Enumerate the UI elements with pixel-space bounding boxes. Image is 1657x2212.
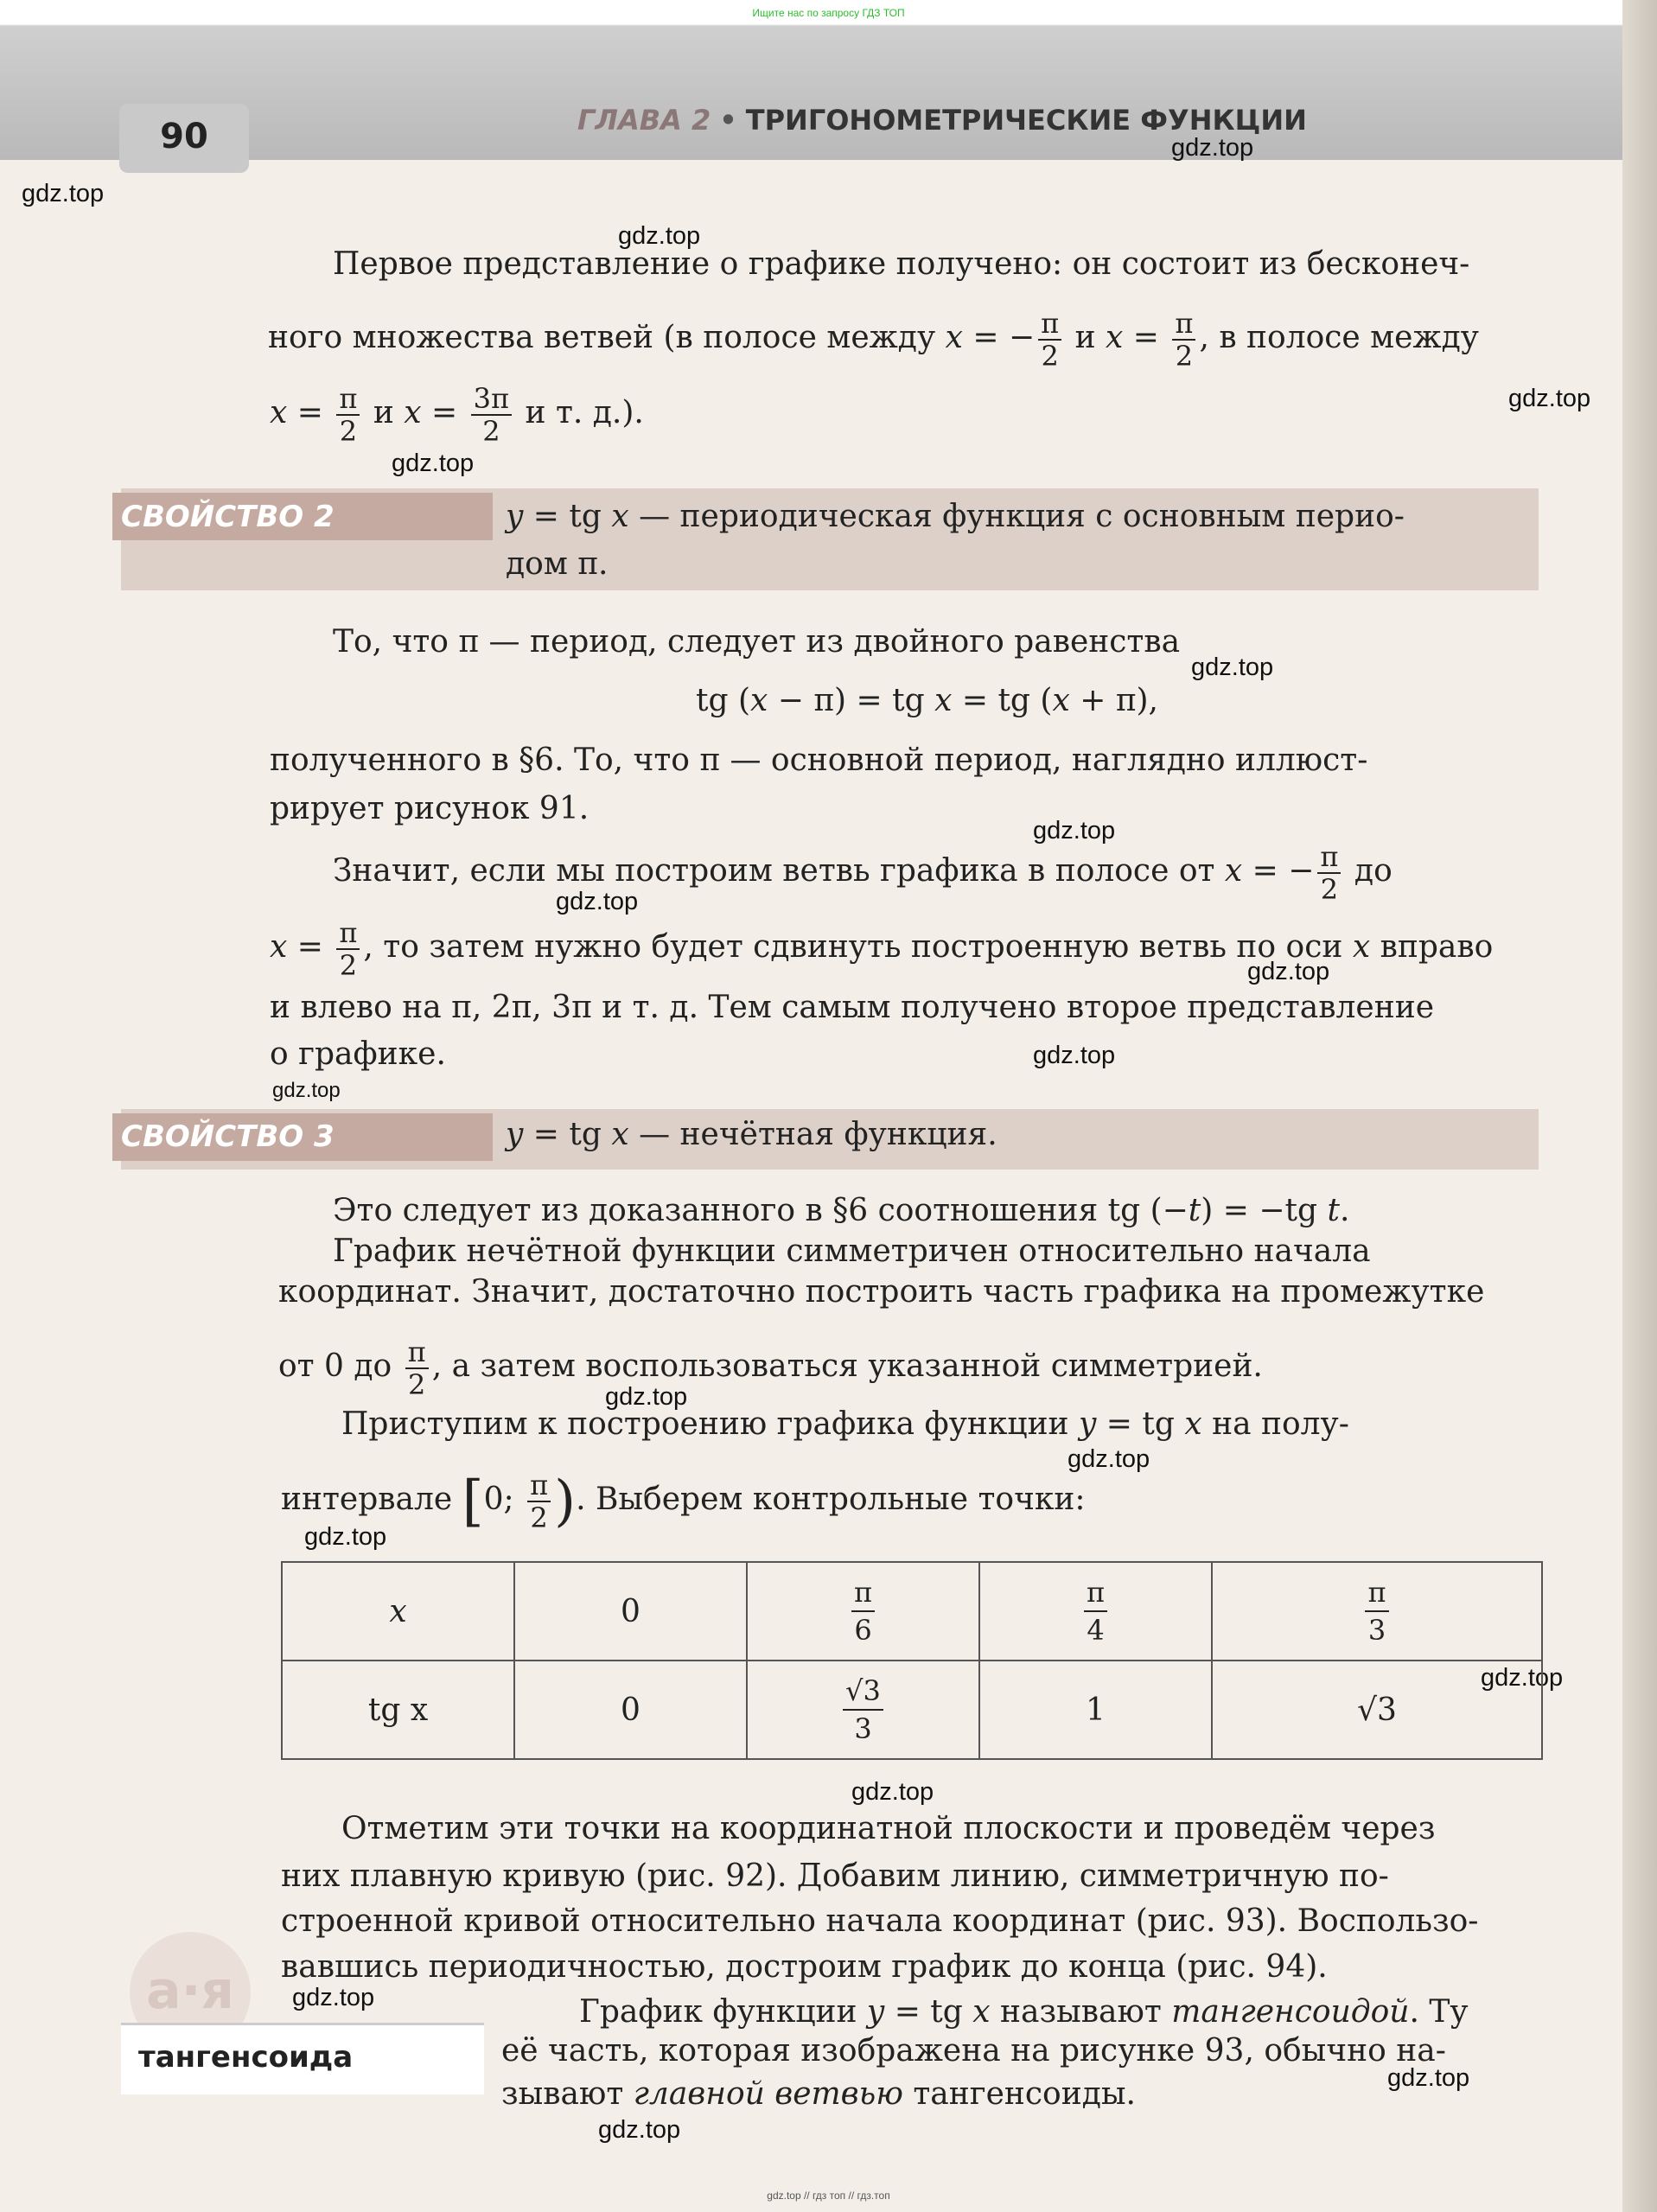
var: x — [945, 320, 963, 355]
text-line: дом π. — [506, 546, 609, 582]
text-line — [268, 307, 1479, 373]
numerator: 3π — [471, 385, 512, 416]
text-line: рирует рисунок 91. — [270, 791, 590, 826]
table-cell — [747, 1661, 979, 1759]
var: x — [1184, 1406, 1202, 1442]
var: x — [389, 1593, 407, 1629]
chapter-separator: • — [719, 104, 737, 137]
text: − π) = tg — [768, 683, 935, 718]
watermark: gdz.top — [618, 222, 701, 250]
watermark: gdz.top — [851, 1778, 934, 1806]
fraction — [851, 1576, 875, 1647]
text-line: о графике. — [270, 1036, 446, 1072]
watermark: gdz.top — [392, 449, 475, 477]
text-line — [501, 2076, 1136, 2112]
watermark: gdz.top — [1508, 385, 1591, 412]
text-line: её часть, которая изображена на рисунке 93, обычно на- — [501, 2033, 1446, 2069]
text: тангенсоиды. — [902, 2076, 1136, 2112]
table-row — [282, 1562, 1542, 1661]
property-label: СВОЙСТВО 2 — [121, 500, 335, 534]
text: = − — [1242, 853, 1315, 889]
text: и — [1065, 320, 1106, 355]
table-cell: √3 — [1212, 1661, 1542, 1759]
table-cell — [1212, 1562, 1542, 1661]
text-line: и влево на π, 2π, 3π и т. д. Тем самым получено второе представление — [270, 990, 1434, 1025]
var: t — [1327, 1193, 1340, 1228]
text: до — [1344, 853, 1393, 889]
watermark: gdz.top — [1067, 1445, 1150, 1473]
text-line — [579, 1994, 1469, 2030]
chapter-title — [577, 104, 1307, 137]
text: — нечётная функция. — [628, 1117, 997, 1152]
text-line — [270, 916, 1494, 982]
watermark: gdz.top — [1171, 134, 1254, 162]
fraction — [1317, 840, 1341, 906]
table-head-cell — [282, 1562, 514, 1661]
numerator: π — [851, 1576, 875, 1612]
text: = tg — [1096, 1406, 1185, 1442]
text: на полу- — [1201, 1406, 1349, 1442]
text: + π), — [1069, 683, 1158, 718]
fraction — [843, 1674, 883, 1745]
text: Приступим к построению графика функции — [341, 1406, 1079, 1442]
numerator: π — [1317, 843, 1341, 874]
denominator: 2 — [530, 1501, 548, 1534]
table-cell — [979, 1562, 1212, 1661]
text: = — [1123, 320, 1169, 355]
formula — [696, 685, 1158, 717]
text: Это следует из доказанного в §6 соотношения tg (− — [333, 1193, 1189, 1228]
fraction — [1038, 307, 1061, 373]
fraction — [405, 1335, 429, 1401]
text-line: строенной кривой относительно начала координат (рис. 93). Воспользо- — [281, 1903, 1479, 1939]
text: = − — [962, 320, 1036, 355]
table-cell: 0 — [514, 1562, 747, 1661]
numerator: √3 — [843, 1674, 883, 1711]
page-number: 90 — [160, 117, 208, 156]
numerator: π — [1172, 309, 1195, 341]
denominator: 2 — [1041, 340, 1059, 373]
var: x — [270, 929, 288, 965]
text: , а затем воспользоваться указанной симметрией. — [431, 1348, 1263, 1384]
text-line — [333, 1195, 1349, 1227]
text-line: То, что π — период, следует из двойного равенства — [333, 624, 1181, 660]
text: = — [287, 395, 334, 430]
text-line — [333, 840, 1393, 906]
text-line — [506, 501, 1405, 532]
watermark: gdz.top — [1033, 817, 1116, 845]
text: интервале — [281, 1482, 462, 1517]
table-cell: 0 — [514, 1661, 747, 1759]
table-cell — [747, 1562, 979, 1661]
denominator: 2 — [408, 1368, 426, 1401]
property-label: СВОЙСТВО 3 — [121, 1119, 335, 1154]
denominator: 3 — [1367, 1614, 1386, 1647]
chapter-label: ГЛАВА — [577, 104, 682, 137]
bracket: [ — [462, 1469, 484, 1533]
denominator: 2 — [339, 949, 358, 982]
numerator: π — [405, 1338, 429, 1369]
var: y — [506, 499, 524, 534]
watermark: gdz.top — [605, 1383, 688, 1411]
page-edge — [1622, 0, 1657, 2212]
text: и т. д.). — [515, 395, 644, 430]
text-line — [341, 1406, 1349, 1442]
text: Значит, если мы построим ветвь графика в полосе от — [333, 853, 1215, 889]
numerator: π — [336, 919, 360, 950]
text: ного множества ветвей (в полосе между — [268, 320, 936, 355]
text: = tg — [884, 1994, 973, 2030]
text: 0; — [483, 1482, 525, 1517]
text: ) = −tg — [1201, 1193, 1328, 1228]
text: = — [421, 395, 468, 430]
text: , то затем нужно будет сдвинуть построенную ветвь по оси — [363, 929, 1353, 965]
fraction — [336, 382, 360, 448]
watermark: gdz.top — [556, 888, 639, 915]
var: x — [270, 395, 288, 430]
watermark: gdz.top — [1387, 2064, 1470, 2092]
numerator: π — [1084, 1576, 1107, 1612]
text-line: них плавную кривую (рис. 92). Добавим линию, симметричную по- — [281, 1858, 1389, 1894]
emphasis: тангенсоидой — [1171, 1994, 1410, 2030]
watermark: gdz.top — [1481, 1664, 1564, 1692]
text: от 0 до — [278, 1348, 402, 1384]
fraction — [471, 382, 512, 448]
var: x — [1224, 853, 1243, 889]
table-row — [282, 1661, 1542, 1759]
denominator: 6 — [854, 1614, 872, 1647]
var: x — [1106, 320, 1124, 355]
var: x — [750, 683, 768, 718]
fraction — [1084, 1576, 1107, 1647]
var: y — [866, 1994, 885, 2030]
text-line — [506, 1119, 997, 1151]
text: и — [363, 395, 405, 430]
var: x — [611, 499, 629, 534]
chapter-name: ТРИГОНОМЕТРИЧЕСКИЕ ФУНКЦИИ — [745, 104, 1307, 137]
var: x — [1052, 683, 1070, 718]
table-head-cell: tg x — [282, 1661, 514, 1759]
fraction — [1172, 307, 1195, 373]
watermark: gdz.top — [1191, 653, 1274, 681]
text: — периодическая функция с основным перио- — [628, 499, 1405, 534]
var: y — [1079, 1406, 1097, 1442]
fraction — [1365, 1576, 1388, 1647]
fraction — [527, 1471, 551, 1532]
watermark: gdz.top — [1033, 1042, 1116, 1069]
denominator: 2 — [1175, 340, 1194, 373]
text-line: полученного в §6. То, что π — основной период, наглядно иллюст- — [270, 743, 1368, 778]
text: . — [1339, 1193, 1350, 1228]
denominator: 2 — [482, 415, 500, 448]
text: называют — [990, 1994, 1172, 2030]
text-line: координат. Значит, достаточно построить часть графика на промежутке — [278, 1274, 1485, 1310]
text-line — [278, 1335, 1263, 1401]
watermark: gdz.top — [1247, 958, 1330, 985]
denominator: 3 — [854, 1712, 872, 1745]
text-line: График нечётной функции симметричен относительно начала — [333, 1233, 1371, 1269]
bracket: ) — [554, 1469, 577, 1533]
text: . Ту — [1409, 1994, 1469, 2030]
watermark: gdz.top — [598, 2116, 681, 2144]
text: График функции — [579, 1994, 867, 2030]
denominator: 2 — [1320, 873, 1339, 906]
text: = — [287, 929, 334, 965]
text: , в полосе между — [1199, 320, 1479, 355]
watermark: gdz.top — [304, 1523, 387, 1551]
publisher-logo-text: а·я — [146, 1960, 234, 2021]
var: x — [934, 683, 953, 718]
term-label: тангенсоида — [138, 2040, 354, 2075]
top-note: Ищите нас по запросу ГДЗ ТОП — [752, 7, 905, 19]
numerator: π — [527, 1471, 551, 1502]
text: = tg — [523, 499, 612, 534]
var: x — [404, 395, 422, 430]
text: . Выберем контрольные точки: — [576, 1482, 1086, 1517]
watermark: gdz.top — [292, 1984, 375, 2011]
text-line — [281, 1471, 1086, 1532]
text-line — [270, 382, 644, 448]
watermark: gdz.top — [22, 180, 105, 207]
text: = tg — [523, 1117, 612, 1152]
emphasis: главной ветвью — [633, 2076, 903, 2112]
bottom-note: gdz.top // гдз топ // гдз.топ — [767, 2190, 890, 2202]
text-line: Отметим эти точки на координатной плоскости и проведём через — [341, 1811, 1436, 1846]
fraction — [336, 916, 360, 982]
chapter-number: 2 — [691, 104, 711, 137]
text-line: вавшись периодичностью, достроим график до конца (рис. 94). — [281, 1949, 1328, 1985]
text-line: Первое представление о графике получено: он состоит из бесконеч- — [333, 246, 1470, 282]
watermark: gdz.top — [272, 1079, 341, 1102]
var: x — [972, 1994, 991, 2030]
numerator: π — [1365, 1576, 1388, 1612]
values-table — [281, 1561, 1543, 1760]
var: x — [1352, 929, 1371, 965]
text: tg ( — [696, 683, 750, 718]
numerator: π — [1038, 309, 1061, 341]
text: = tg ( — [952, 683, 1053, 718]
table-cell: 1 — [979, 1661, 1212, 1759]
var: t — [1188, 1193, 1201, 1228]
numerator: π — [336, 385, 360, 416]
denominator: 4 — [1087, 1614, 1105, 1647]
denominator: 2 — [339, 415, 358, 448]
var: y — [506, 1117, 524, 1152]
text: вправо — [1370, 929, 1494, 965]
var: x — [611, 1117, 629, 1152]
text: зывают — [501, 2076, 634, 2112]
